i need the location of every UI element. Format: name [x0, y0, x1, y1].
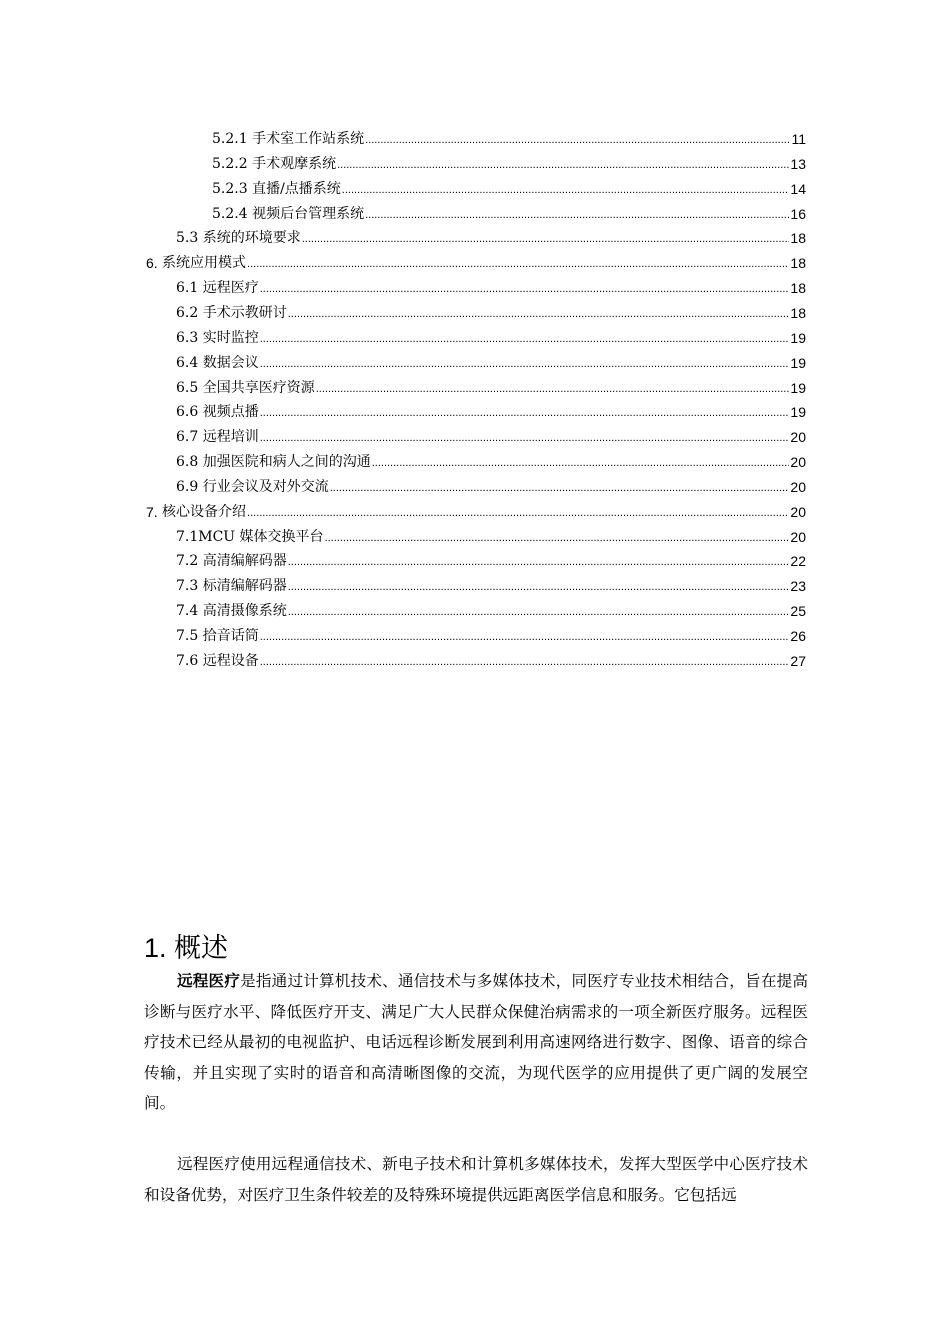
- toc-entry-title: 7.5 拾音话筒: [176, 628, 259, 644]
- toc-entry[interactable]: [212, 149, 806, 173]
- toc-entry-page: 11: [791, 131, 806, 147]
- toc-entry-title: 6.9 行业会议及对外交流: [176, 478, 329, 495]
- toc-dot-leader: [316, 381, 790, 397]
- toc-entry-page: 19: [790, 329, 806, 346]
- toc-entry[interactable]: [176, 522, 806, 546]
- toc-entry[interactable]: [212, 174, 806, 198]
- toc-dot-leader: [342, 182, 790, 198]
- toc-entry[interactable]: [212, 199, 806, 223]
- toc-entry-page: 20: [790, 503, 806, 520]
- toc-dot-leader: [337, 157, 789, 173]
- toc-entry-page: 18: [790, 255, 806, 272]
- toc-entry-title: 6.8 加强医院和病人之间的沟通: [176, 454, 371, 471]
- toc-entry[interactable]: [146, 497, 806, 521]
- toc-entry[interactable]: [176, 397, 806, 421]
- toc-dot-leader: [260, 405, 790, 421]
- toc-entry-title: 7.2 高清编解码器: [176, 553, 287, 570]
- toc-entry-page: 18: [790, 280, 806, 297]
- toc-dot-leader: [260, 331, 790, 347]
- toc-entry-page: 23: [790, 578, 806, 595]
- toc-dot-leader: [260, 654, 790, 670]
- toc-dot-leader: [365, 132, 790, 148]
- toc-dot-leader: [260, 430, 790, 446]
- paragraph-1: [144, 966, 808, 1119]
- toc-entry-number: 6.: [146, 255, 158, 272]
- paragraph-1-bold-term: 远程医疗: [177, 971, 241, 990]
- toc-entry-page: 20: [790, 454, 806, 471]
- toc-entry-page: 19: [790, 354, 806, 371]
- toc-dot-leader: [288, 579, 790, 595]
- toc-entry-title: 5.3 系统的环境要求: [176, 230, 301, 247]
- toc-entry-number: 7.: [146, 503, 158, 520]
- toc-dot-leader: [325, 530, 790, 546]
- toc-entry[interactable]: [212, 124, 806, 148]
- toc-entry-page: 27: [790, 652, 806, 669]
- toc-dot-leader: [288, 604, 790, 620]
- toc-entry-title: 6.6 视频点播: [176, 404, 259, 421]
- toc-entry-title: 6.3 实时监控: [176, 329, 259, 346]
- toc-dot-leader: [288, 306, 790, 322]
- toc-entry[interactable]: [176, 596, 806, 620]
- toc-entry[interactable]: [176, 472, 806, 496]
- toc-entry[interactable]: [176, 621, 806, 645]
- toc-entry-title: 6.2 手术示教研讨: [176, 304, 287, 321]
- toc-entry-title: 6.5 全国共享医疗资源: [176, 379, 315, 396]
- toc-entry-page: 25: [790, 603, 806, 620]
- toc-entry[interactable]: [176, 348, 806, 372]
- toc-entry-page: 26: [790, 628, 806, 644]
- toc-dot-leader: [302, 231, 790, 247]
- toc-entry[interactable]: [146, 248, 806, 272]
- toc-entry-page: 20: [790, 528, 806, 545]
- toc-entry-page: 19: [790, 404, 806, 421]
- toc-entry[interactable]: [176, 447, 806, 471]
- toc-entry-title: 6.4 数据会议: [176, 354, 259, 371]
- toc-entry-title: 5.2.4 视频后台管理系统: [212, 205, 365, 222]
- toc-entry[interactable]: [176, 422, 806, 446]
- toc-entry[interactable]: [176, 223, 806, 247]
- toc-entry[interactable]: [176, 323, 806, 347]
- toc-entry-page: 22: [790, 553, 806, 570]
- toc-entry-title: 5.2.1 手术室工作站系统: [212, 131, 365, 147]
- toc-entry-title: 核心设备介绍: [162, 503, 247, 520]
- toc-entry-page: 18: [790, 230, 806, 247]
- toc-entry-page: 20: [790, 429, 806, 446]
- toc-entry-title: 7.3 标清编解码器: [176, 578, 287, 595]
- toc-entry-title: 7.4 高清摄像系统: [176, 603, 287, 620]
- toc-dot-leader: [365, 207, 789, 223]
- toc-entry[interactable]: [176, 298, 806, 322]
- toc-dot-leader: [330, 480, 790, 496]
- toc-entry-page: 13: [790, 155, 806, 172]
- toc-dot-leader: [260, 356, 790, 372]
- toc-entry[interactable]: [176, 571, 806, 595]
- toc-entry[interactable]: [176, 546, 806, 570]
- paragraph-1-text: 是指通过计算机技术、通信技术与多媒体技术，同医疗专业技术相结合，旨在提高诊断与医疗水平、降低医疗开支、满足广大人民群众保健治病需求的一项全新医疗服务。远程医疗技术已经从最初的电视监护、电话远程诊断发展到利用高速网络进行数字、图像、语音的综合传输，并且实现了实时的语音和高清晰图像的交流，为现代医学的应用提供了更广阔的发展空间。: [144, 972, 808, 1112]
- toc-entry-title: 6.1 远程医疗: [176, 280, 259, 297]
- toc-dot-leader: [247, 505, 789, 521]
- toc-dot-leader: [260, 629, 790, 645]
- toc-dot-leader: [288, 554, 790, 570]
- toc-entry[interactable]: [176, 373, 806, 397]
- paragraph-2: 远程医疗使用远程通信技术、新电子技术和计算机多媒体技术，发挥大型医学中心医疗技术和设备优势，对医疗卫生条件较差的及特殊环境提供远距离医学信息和服务。它包括远: [144, 1155, 808, 1204]
- toc-entry-page: 18: [790, 304, 806, 321]
- toc-entry-title: 5.2.3 直播/点播系统: [212, 180, 341, 197]
- toc-entry-title: 7.6 远程设备: [176, 652, 259, 669]
- toc-entry-title: 系统应用模式: [162, 255, 247, 272]
- toc-entry-page: 20: [790, 478, 806, 495]
- toc-dot-leader: [260, 281, 790, 297]
- toc-entry-page: 19: [790, 379, 806, 396]
- toc-entry-title: 6.7 远程培训: [176, 429, 259, 446]
- toc-dot-leader: [372, 455, 790, 471]
- toc-entry[interactable]: [176, 646, 806, 670]
- toc-dot-leader: [247, 256, 789, 272]
- toc-entry-page: 14: [790, 180, 806, 197]
- toc-entry-page: 16: [790, 205, 806, 222]
- toc-entry-title: 5.2.2 手术观摩系统: [212, 155, 337, 172]
- toc-entry-title: 7.1MCU 媒体交换平台: [176, 528, 324, 545]
- section-heading: 1. 概述: [144, 933, 229, 963]
- toc-entry[interactable]: [176, 273, 806, 297]
